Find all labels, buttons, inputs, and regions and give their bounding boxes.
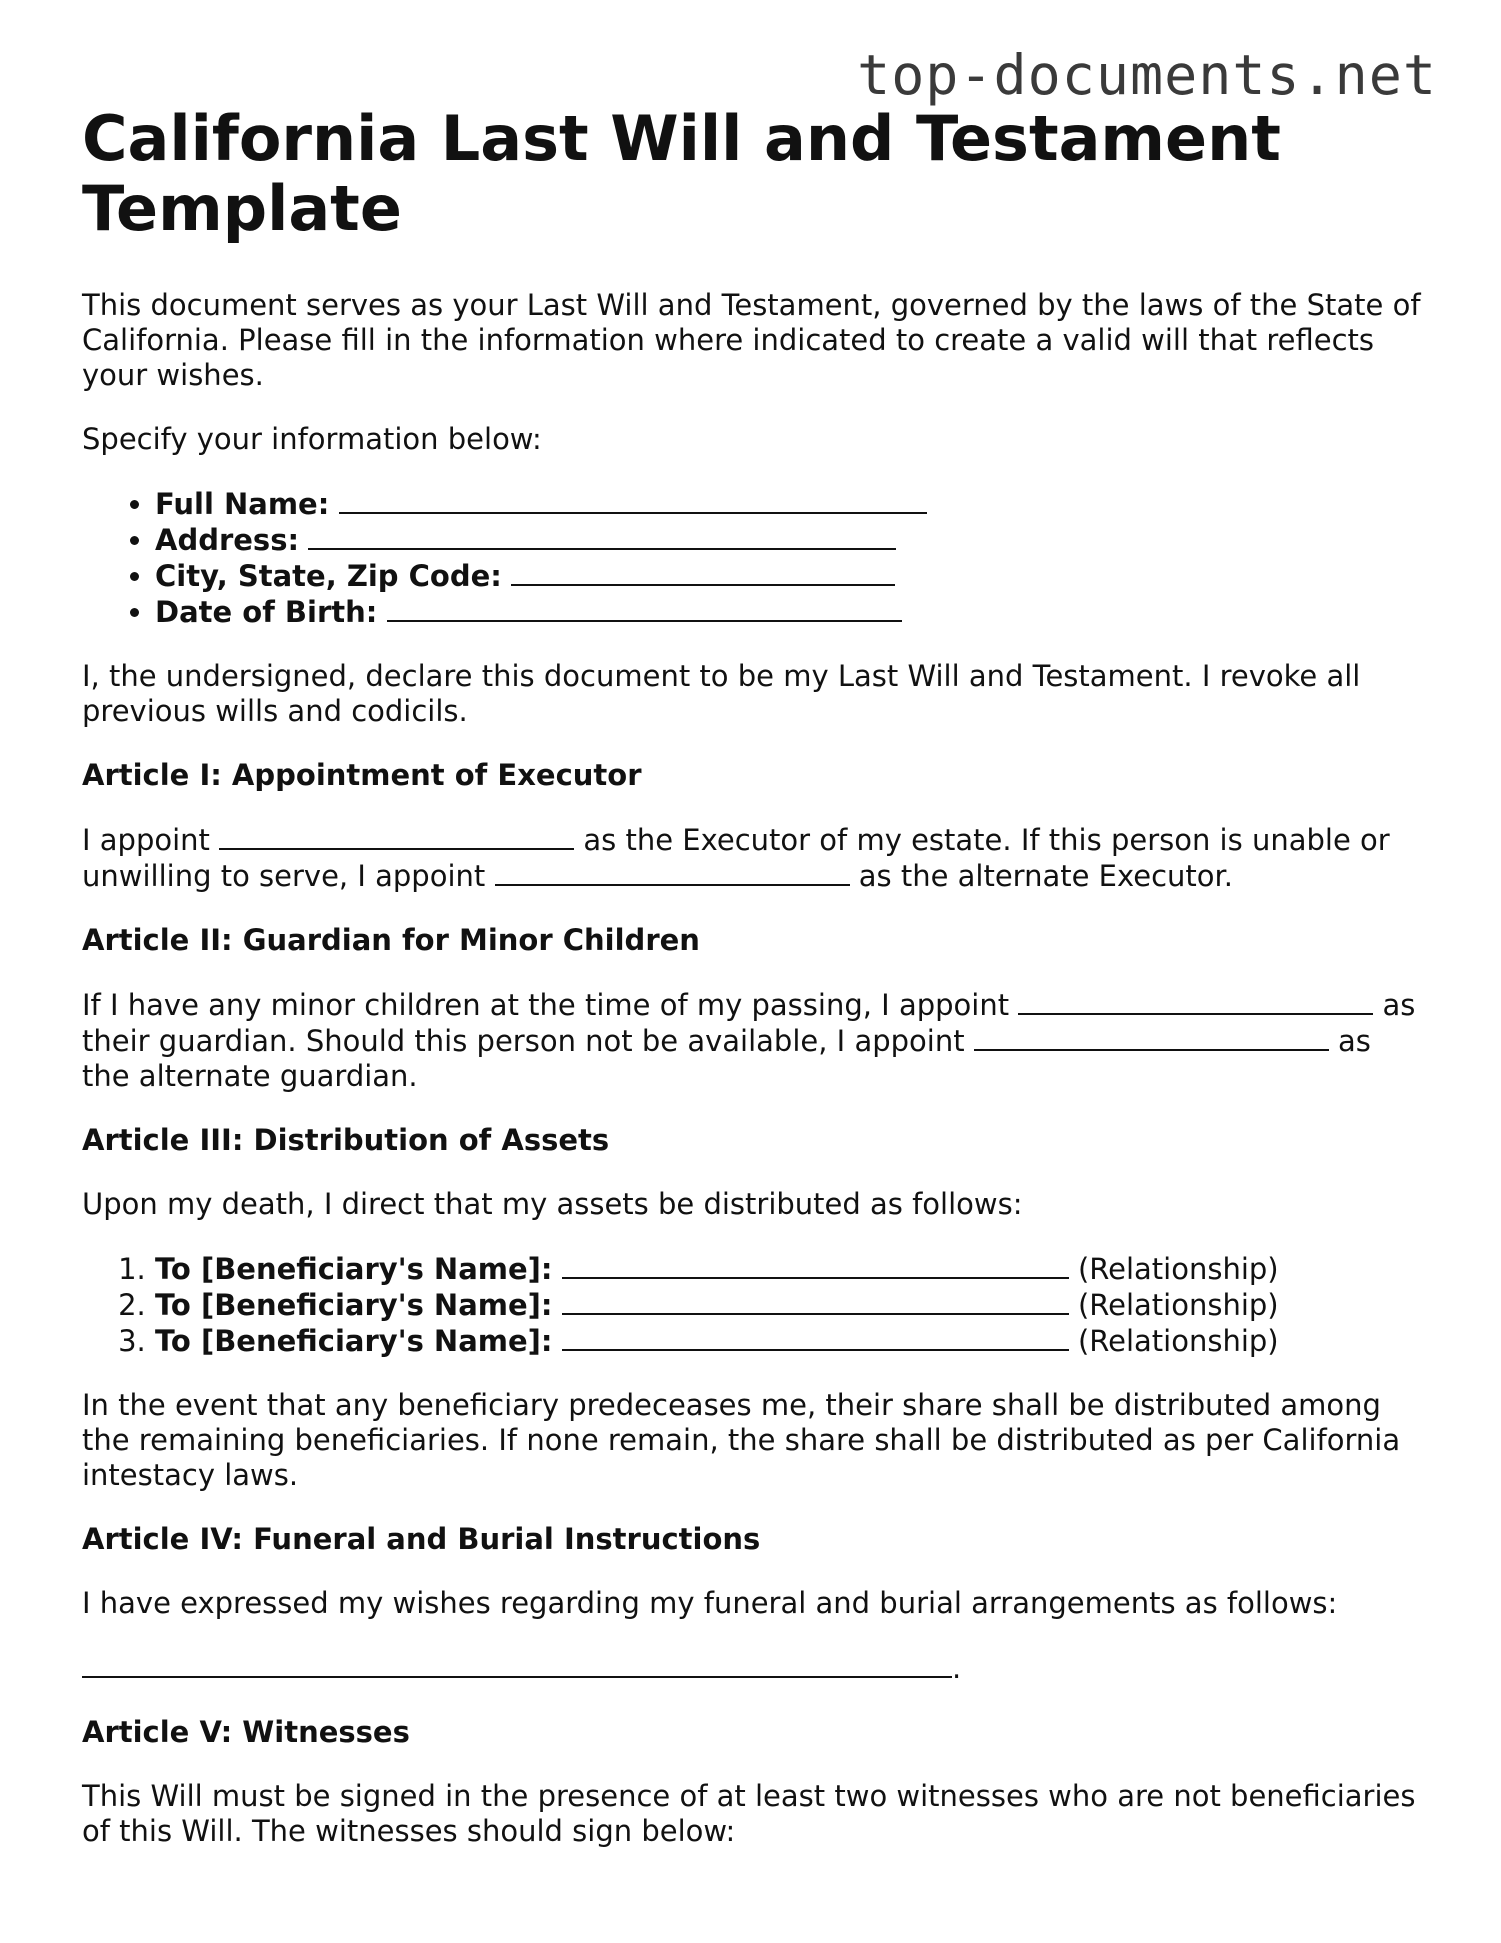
declaration-paragraph: I, the undersigned, declare this document to be my Last Will and Testament. I revoke all previous wills and codicils. <box>82 659 1361 728</box>
article-3-intro: Upon my death, I direct that my assets be distributed as follows: <box>82 1187 1023 1221</box>
alternate-guardian-blank[interactable] <box>974 1023 1329 1051</box>
executor-blank[interactable] <box>219 822 574 850</box>
article-4-text: I have expressed my wishes regarding my funeral and burial arrangements as follows: <box>82 1586 1338 1620</box>
article-2-text <box>82 987 1422 1094</box>
relationship-text: (Relationship) <box>1077 1252 1279 1286</box>
article-1-text <box>82 822 1422 894</box>
field-label: Full Name: <box>155 487 330 521</box>
intro-paragraph: This document serves as your Last Will and Testament, governed by the laws of the State of California. Please fill in the information where indicated to create a valid will that reflects your wishes. <box>82 288 1421 392</box>
city-state-zip-blank[interactable] <box>511 558 895 586</box>
info-field-full-name <box>155 486 1422 522</box>
specify-label: Specify your information below: <box>82 422 542 456</box>
funeral-instructions-line <box>82 1650 1422 1686</box>
beneficiary-label: To [Beneficiary's Name]: <box>155 1324 553 1358</box>
article-1-text-part: as the Executor of my estate. If this person is unable or unwilling to serve, I appoint <box>82 823 1390 893</box>
article-5-text: This Will must be signed in the presence of at least two witnesses who are not beneficiaries of this Will. The witnesses should sign below: <box>82 1779 1416 1848</box>
field-label: Address: <box>155 523 300 557</box>
info-field-date-of-birth <box>155 594 1422 630</box>
beneficiary-item <box>155 1287 1422 1323</box>
beneficiary-item <box>155 1323 1422 1359</box>
beneficiary-item <box>155 1251 1422 1287</box>
article-2-text-part: If I have any minor children at the time of my passing, I appoint <box>82 988 1010 1022</box>
watermark: top-documents.net <box>857 43 1437 107</box>
article-2-text-part: as their guardian. Should this person not be available, I appoint <box>82 988 1416 1058</box>
date-of-birth-blank[interactable] <box>387 594 902 622</box>
beneficiary-label: To [Beneficiary's Name]: <box>155 1252 553 1286</box>
article-1-text-part: I appoint <box>82 823 210 857</box>
article-1-text-part: as the alternate Executor. <box>858 859 1234 893</box>
predecease-paragraph: In the event that any beneficiary predeceases me, their share shall be distributed among the remaining beneficiaries. If none remain, the share shall be distributed as per California intestacy laws. <box>82 1388 1401 1492</box>
article-3-heading: Article III: Distribution of Assets <box>82 1123 610 1157</box>
alternate-executor-blank[interactable] <box>495 858 850 886</box>
field-label: City, State, Zip Code: <box>155 559 502 593</box>
info-field-list <box>82 486 1422 630</box>
funeral-instructions-blank[interactable] <box>82 1650 952 1678</box>
beneficiary-label: To [Beneficiary's Name]: <box>155 1288 553 1322</box>
beneficiary-name-blank[interactable] <box>562 1323 1069 1351</box>
article-2-text-part: as the alternate guardian. <box>82 1024 1371 1093</box>
beneficiary-list <box>82 1251 1422 1359</box>
article-1-heading: Article I: Appointment of Executor <box>82 758 642 792</box>
document-page <box>82 104 1422 1878</box>
info-field-address <box>155 522 1422 558</box>
address-blank[interactable] <box>308 522 896 550</box>
period-mark: . <box>952 1651 962 1685</box>
full-name-blank[interactable] <box>339 486 927 514</box>
article-4-heading: Article IV: Funeral and Burial Instructions <box>82 1522 761 1556</box>
article-2-heading: Article II: Guardian for Minor Children <box>82 923 700 957</box>
article-5-heading: Article V: Witnesses <box>82 1715 410 1749</box>
info-field-city-state-zip <box>155 558 1422 594</box>
guardian-blank[interactable] <box>1018 987 1373 1015</box>
beneficiary-name-blank[interactable] <box>562 1251 1069 1279</box>
relationship-text: (Relationship) <box>1077 1324 1279 1358</box>
field-label: Date of Birth: <box>155 595 378 629</box>
document-title: California Last Will and Testament Template <box>82 102 1281 245</box>
relationship-text: (Relationship) <box>1077 1288 1279 1322</box>
beneficiary-name-blank[interactable] <box>562 1287 1069 1315</box>
